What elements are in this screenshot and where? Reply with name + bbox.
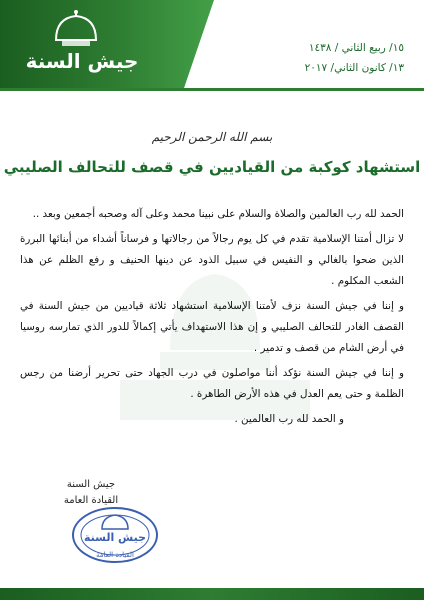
- basmala: بسم الله الرحمن الرحيم: [151, 130, 273, 144]
- paragraph: لا تزال أمتنا الإسلامية تقدم في كل يوم رجالاً من رجالاتها و فرساناً أشداء من أبنائها البررة الذين ضحوا بالغالي و النفيس في سبيل الذود عن دينها الحنيف و رفع الظلم عن هذا الشعب المكلوم .: [20, 233, 404, 287]
- date-gregorian: ١٣/ كانون الثاني/ ٢٠١٧: [304, 62, 404, 74]
- army-logo: [22, 10, 142, 80]
- paragraph: و إننا في جيش السنة نزف لأمتنا الإسلامية استشهاد ثلاثة قياديين من جيش السنة في القصف الغادر للتحالف الصليبي و إن هذا الاستهداف يأتي إكمالاً للدور الذي تمارسه روسيا في أرض الشام من قصف و تدمير .: [20, 300, 404, 354]
- statement-text: [20, 204, 404, 430]
- official-stamp: [70, 505, 160, 565]
- closing-line: و الحمد لله رب العالمين .: [234, 413, 344, 425]
- paragraph: و إننا في جيش السنة نؤكد أننا مواصلون في درب الجهاد حتى تحرير أرضنا من رجس الظلمة و حتى يعم العدل في هذه الأرض الطاهرة .: [20, 367, 404, 400]
- stamp-subtext: القيادة العامة: [96, 551, 134, 559]
- opening-paragraph: الحمد لله رب العالمين والصلاة والسلام على نبينا محمد وعلى آله وصحبه أجمعين وبعد ..: [32, 208, 404, 220]
- signature-line-1: جيش السنة: [66, 479, 116, 490]
- stamp-text: جيش السنة: [83, 531, 147, 544]
- footer-bar: [0, 588, 424, 600]
- statement-title: استشهاد كوكبة من القياديين في قصف للتحالف الصليبي: [3, 158, 421, 176]
- letterhead: [0, 0, 424, 91]
- signature-line-2: القيادة العامة: [63, 495, 119, 506]
- date-hijri: ١٥/ ربيع الثاني / ١٤٣٨: [308, 42, 404, 54]
- logo-text: جيش السنة: [25, 49, 139, 73]
- date-block: [174, 38, 404, 78]
